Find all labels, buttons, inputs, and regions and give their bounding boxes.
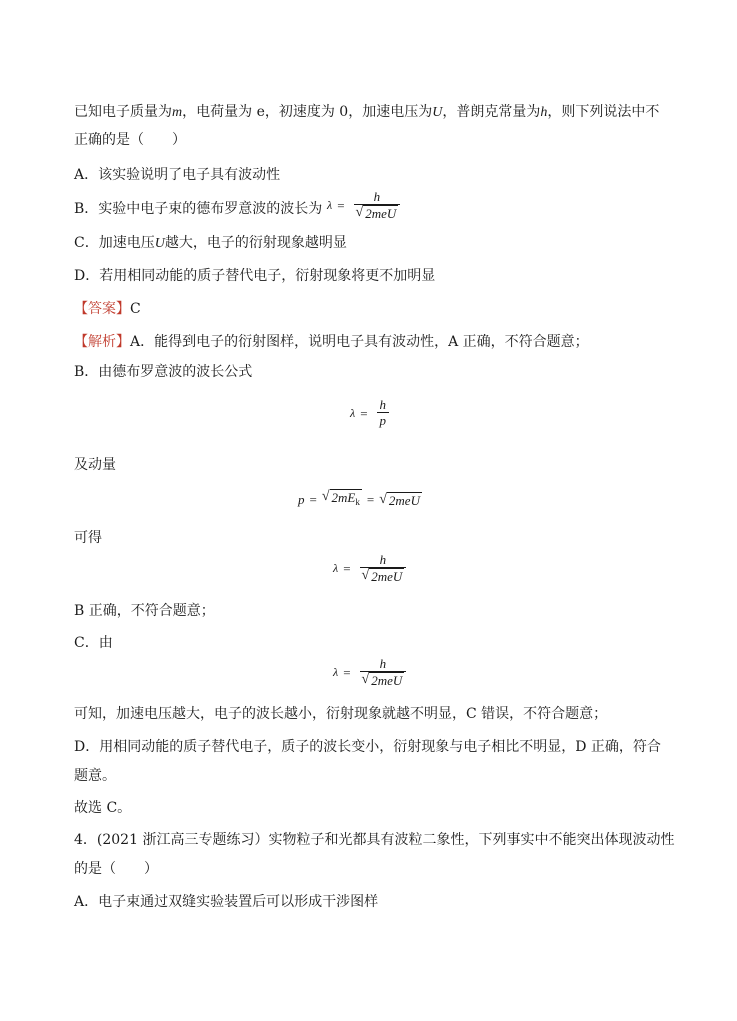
d-analysis-line-1: D．用相同动能的质子替代电子，质子的波长变小，衍射现象与电子相比不明显，D 正确，符合	[74, 739, 661, 755]
formula-lambda-repeat: λ = h √ 2meU	[333, 657, 406, 688]
var-U: U	[432, 105, 443, 120]
c-you-line: C．由	[74, 635, 113, 651]
question-4-line-2: 的是（ ）	[74, 861, 158, 877]
answer-value: C	[130, 301, 141, 317]
formula-lambda-result: λ = h √ 2meU	[333, 553, 406, 584]
analysis-line-b: B．由德布罗意波的波长公式	[74, 364, 253, 380]
b-correct-line: B 正确，不符合题意；	[74, 603, 215, 619]
fraction: h √ 2meU	[354, 190, 401, 221]
option-b-formula: λ = h √ 2meU	[327, 190, 400, 221]
formula-momentum: p = √ $2mE_k$ = √ 2meU	[298, 489, 422, 510]
stem-text: ，电荷量为 e，初速度为 0，加速电压为	[182, 104, 433, 120]
var-h: h	[540, 105, 548, 120]
option-b	[74, 199, 322, 219]
question-stem-line-2: 正确的是（ ）	[74, 132, 186, 148]
option-a: A．该实验说明了电子具有波动性	[74, 167, 281, 183]
answer-label: 【答案】	[74, 301, 130, 317]
derive-label: 可得	[74, 530, 102, 546]
question-stem-line-1	[74, 102, 659, 123]
formula-lambda-h-over-p: λ = $\frac{h}{p}$	[350, 398, 389, 429]
stem-text: ，普朗克常量为	[442, 104, 541, 120]
momentum-label: 及动量	[74, 457, 116, 473]
question-4-option-a: A．电子束通过双缝实验装置后可以形成干涉图样	[74, 894, 379, 910]
option-b-text: B．实验中电子束的德布罗意波的波长为	[74, 201, 323, 217]
answer-line	[74, 299, 141, 319]
var-m: m	[172, 105, 183, 120]
analysis-line-a: 【解析】A．能得到电子的衍射图样，说明电子具有波动性，A 正确，不符合题意；	[74, 334, 589, 350]
d-analysis-line-2: 题意。	[74, 768, 116, 784]
stem-text: ，则下列说法中不	[547, 104, 660, 120]
stem-text: 已知电子质量为	[74, 104, 172, 120]
choose-line: 故选 C。	[74, 800, 132, 816]
question-4-line-1: 4．(2021 浙江高三专题练习）实物粒子和光都具有波粒二象性，下列事实中不能突出体现波动性	[74, 832, 675, 848]
analysis-label: 【解析】	[74, 334, 130, 350]
c-conclusion-line: 可知，加速电压越大，电子的波长越小，衍射现象就越不明显，C 错误，不符合题意；	[74, 706, 608, 722]
option-d: D．若用相同动能的质子替代电子，衍射现象将更不加明显	[74, 268, 436, 284]
lambda-symbol: λ	[327, 198, 333, 212]
option-c: C．加速电压U越大，电子的衍射现象越明显	[74, 235, 347, 251]
